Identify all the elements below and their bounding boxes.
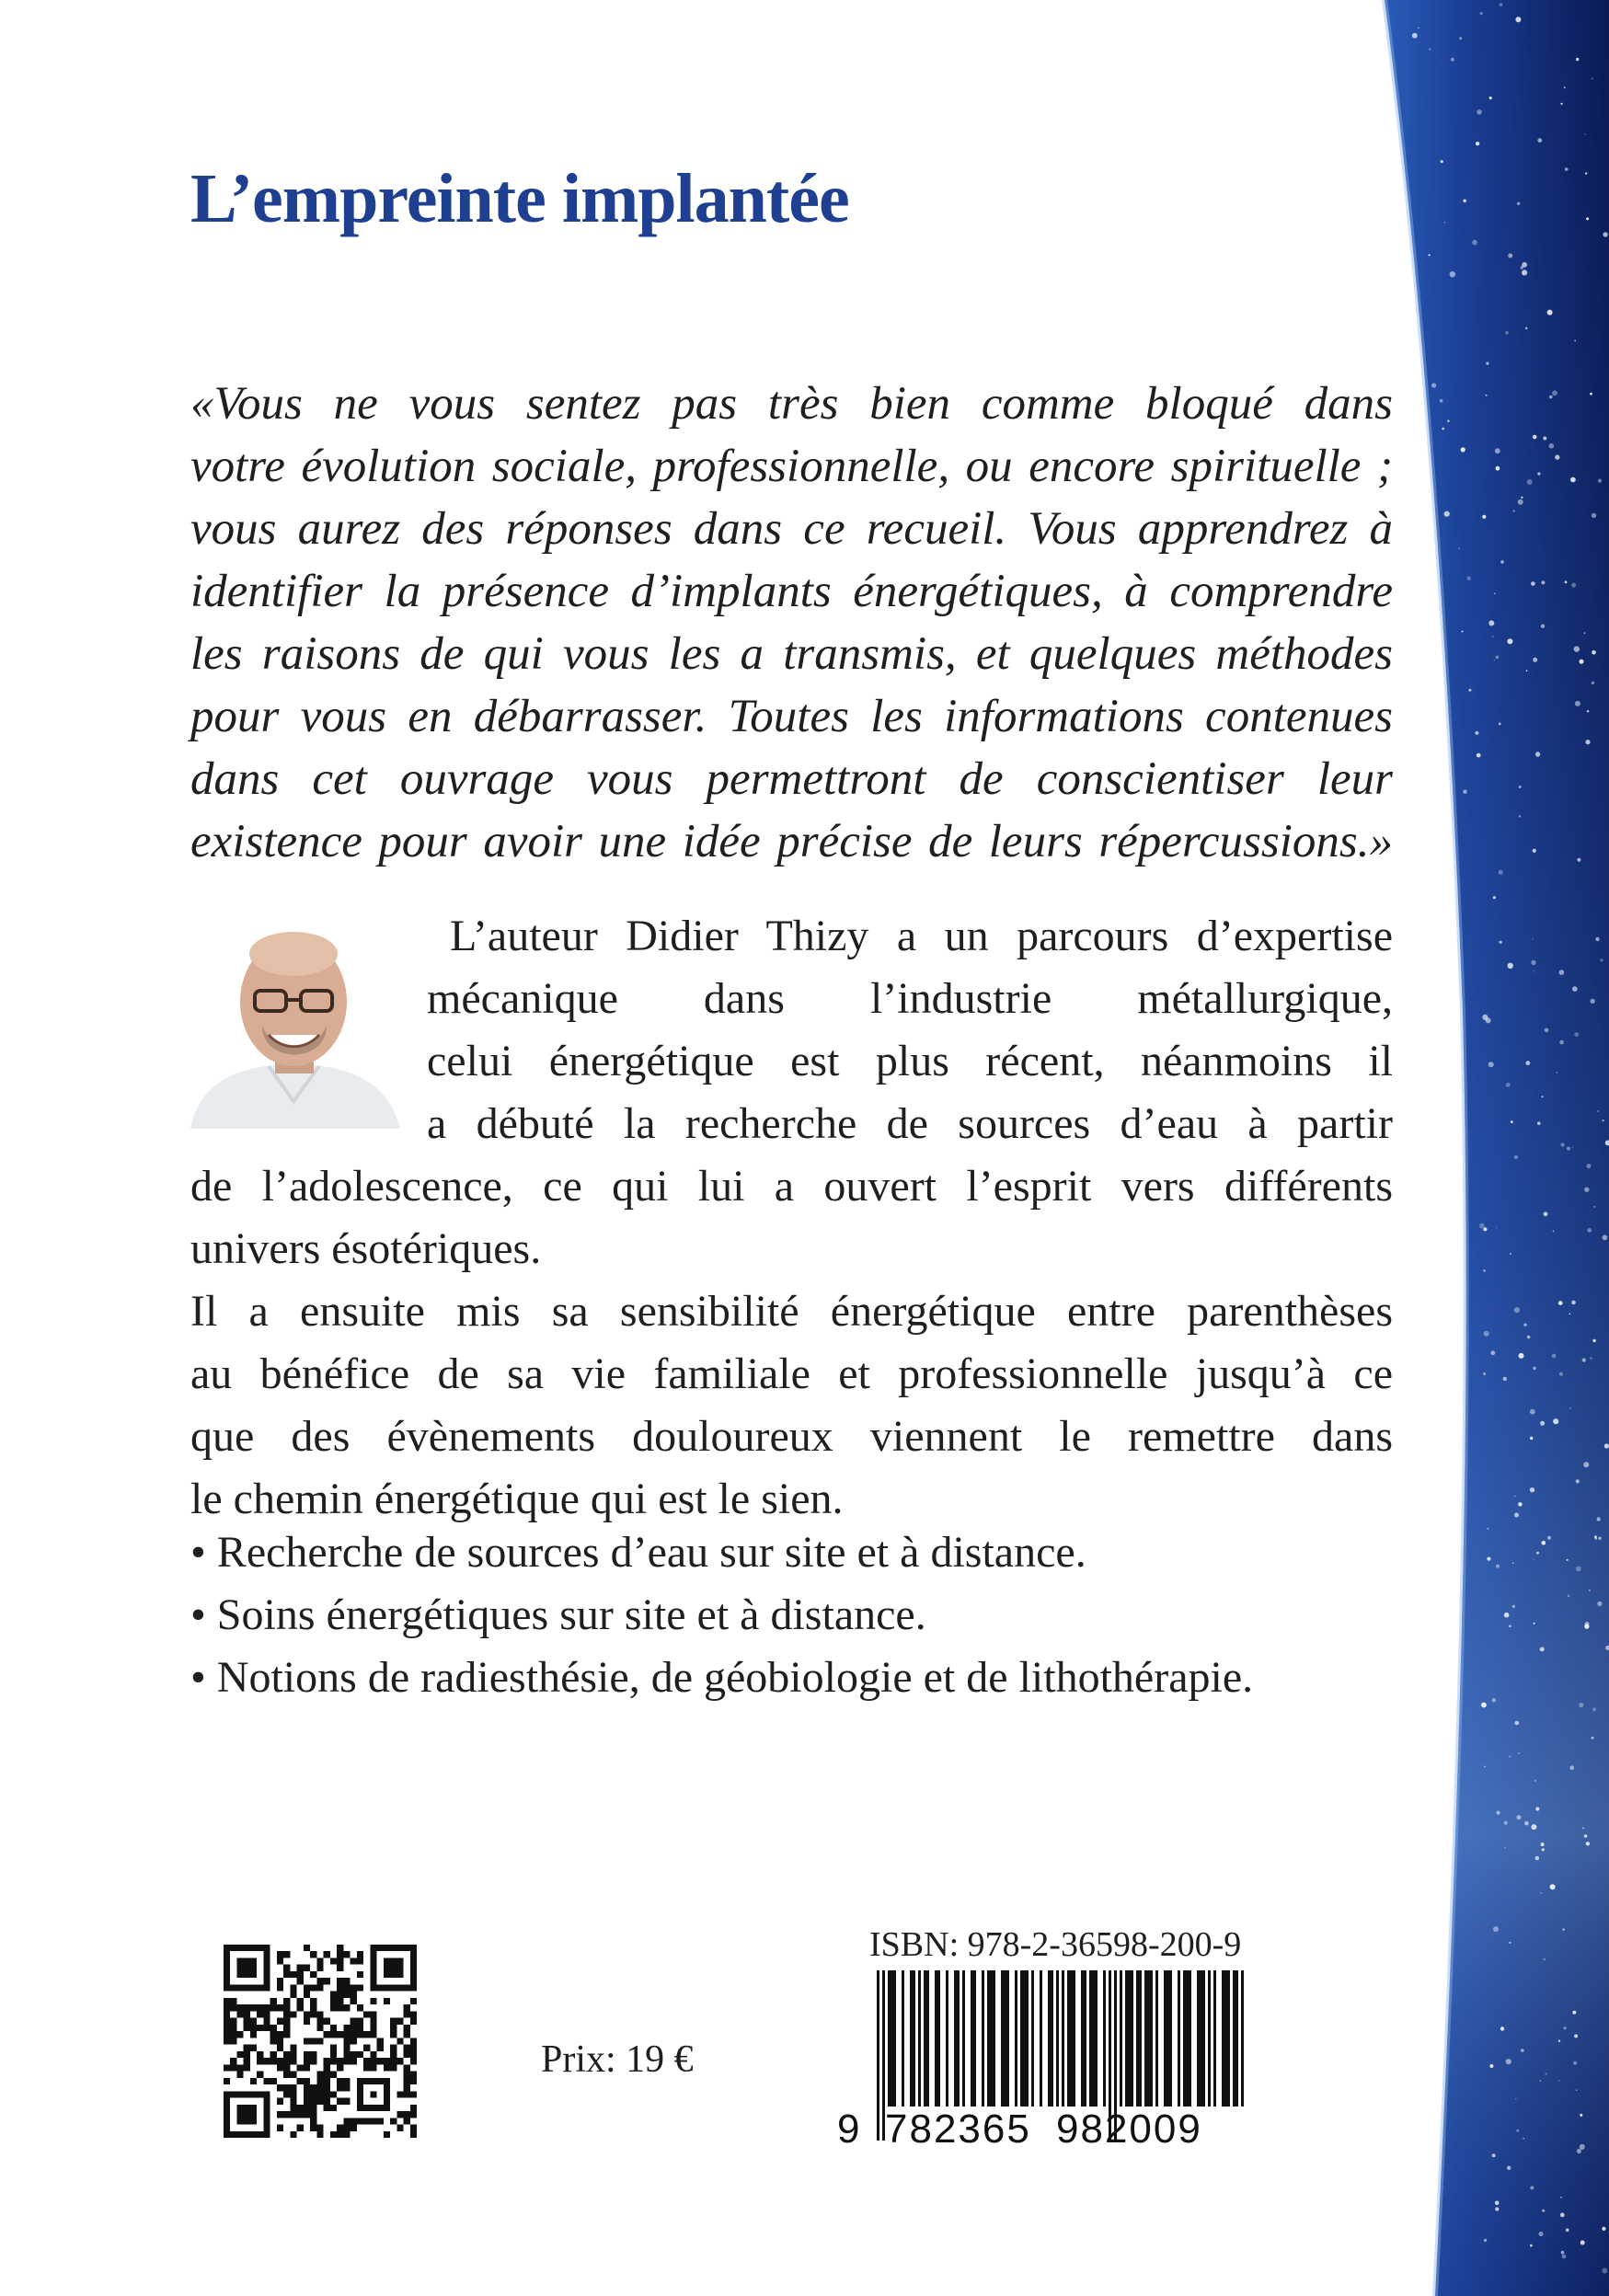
star	[1534, 1623, 1535, 1624]
star	[1518, 1502, 1522, 1506]
star	[1567, 1147, 1570, 1151]
star	[1517, 1815, 1522, 1820]
star	[1600, 959, 1603, 961]
star	[1592, 1737, 1594, 1739]
star	[1569, 1314, 1571, 1315]
star	[1603, 1235, 1608, 1241]
list-item: • Notions de radiesthésie, de géobiologie et de lithothérapie.	[190, 1653, 1254, 1702]
star	[1592, 650, 1596, 655]
star	[1500, 560, 1504, 564]
star	[1584, 632, 1586, 634]
star	[1572, 1147, 1573, 1148]
star	[1472, 240, 1477, 246]
star	[1533, 938, 1534, 939]
star	[1545, 1028, 1549, 1033]
star	[1484, 1766, 1486, 1768]
star	[1444, 511, 1450, 517]
star	[1530, 2244, 1533, 2247]
star	[1499, 723, 1501, 726]
star	[1593, 1206, 1595, 1208]
star	[1542, 2210, 1545, 2212]
star	[1492, 2153, 1496, 2157]
star	[1560, 1142, 1564, 1146]
star	[1493, 896, 1496, 899]
star	[1519, 786, 1522, 788]
star	[1463, 200, 1466, 203]
star	[1495, 2207, 1499, 2210]
star	[1504, 1821, 1508, 1825]
star	[1538, 2232, 1543, 2236]
star	[1496, 656, 1499, 659]
star	[1592, 682, 1595, 685]
star	[1576, 1567, 1581, 1572]
star	[1587, 1164, 1592, 1168]
star	[1568, 1595, 1570, 1598]
star	[1487, 1528, 1488, 1530]
star	[1602, 2268, 1607, 2274]
star	[1462, 631, 1464, 633]
star	[1590, 1357, 1592, 1360]
star	[1483, 1227, 1487, 1231]
star	[1580, 2241, 1585, 2245]
star	[1603, 1119, 1604, 1121]
star	[1559, 970, 1565, 975]
star	[1505, 331, 1509, 335]
star	[1496, 466, 1500, 471]
star	[1595, 937, 1599, 941]
star	[1530, 1487, 1534, 1492]
star	[1526, 670, 1528, 672]
star	[1522, 262, 1527, 268]
star	[1412, 33, 1418, 39]
star	[1570, 1407, 1571, 1408]
star	[1559, 1372, 1563, 1376]
star	[1561, 2251, 1565, 2255]
star	[1463, 790, 1466, 794]
star	[1480, 12, 1483, 15]
star	[1524, 1821, 1529, 1826]
star	[1521, 497, 1523, 499]
star	[1587, 710, 1589, 712]
star	[1441, 160, 1443, 163]
star	[1567, 1559, 1569, 1561]
star	[1547, 1536, 1551, 1540]
star	[1429, 254, 1431, 256]
star	[1495, 448, 1500, 453]
star	[1519, 1353, 1524, 1359]
star	[1586, 217, 1589, 220]
star	[1518, 1752, 1520, 1754]
star	[1525, 327, 1528, 329]
star	[1592, 78, 1593, 80]
star	[1442, 428, 1444, 430]
star	[1488, 1062, 1494, 1067]
star	[1530, 2186, 1534, 2189]
star	[1597, 1517, 1601, 1521]
star	[1570, 477, 1576, 483]
star	[1569, 1765, 1574, 1770]
star	[1595, 1537, 1598, 1540]
book-title: L’empreinte implantée	[190, 160, 849, 237]
star	[1552, 390, 1557, 396]
star	[1598, 1110, 1599, 1111]
star	[1585, 133, 1586, 134]
star	[1542, 1096, 1544, 1097]
star	[1598, 1537, 1601, 1540]
star	[1547, 310, 1553, 316]
star	[1500, 941, 1502, 944]
star	[1565, 580, 1568, 583]
star	[1584, 1188, 1589, 1192]
star	[1590, 393, 1592, 396]
star	[1515, 1721, 1520, 1726]
star	[1586, 1842, 1590, 1845]
star	[1507, 638, 1512, 644]
star	[1483, 1372, 1486, 1375]
star	[1507, 2166, 1511, 2171]
star	[1484, 2239, 1487, 2242]
quote-line: dans cet ouvrage vous permettront de conscientiser leur	[190, 753, 1393, 805]
star	[1566, 2229, 1569, 2233]
star	[1492, 1698, 1496, 1702]
star	[1575, 701, 1580, 706]
star	[1512, 1563, 1514, 1565]
star	[1585, 172, 1587, 174]
star	[1572, 2011, 1576, 2015]
star	[1549, 396, 1553, 399]
author-line: univers ésotériques.	[190, 1224, 542, 1273]
star	[1571, 583, 1576, 588]
star	[1496, 1811, 1500, 1815]
star	[1545, 2072, 1546, 2074]
star	[1506, 2059, 1511, 2064]
star	[1477, 753, 1481, 758]
star	[1553, 1418, 1558, 1424]
star	[1509, 1756, 1511, 1758]
barcode-first-digit: 9	[837, 2107, 860, 2152]
star	[1582, 1827, 1584, 1829]
star	[1468, 689, 1471, 692]
star	[1475, 731, 1478, 735]
star	[1500, 3, 1503, 6]
author-line: L’auteur Didier Thizy a un parcours d’expertise	[450, 912, 1393, 960]
star	[1477, 109, 1482, 115]
star	[1496, 1565, 1500, 1568]
star	[1486, 362, 1488, 365]
list-item: • Soins énergétiques sur site et à distance.	[190, 1590, 926, 1639]
star	[1504, 1613, 1510, 1618]
star	[1577, 858, 1580, 862]
star	[1517, 202, 1520, 205]
bio-line: Il a ensuite mis sa sensibilité énergétique entre parenthèses	[190, 1287, 1393, 1336]
star	[1482, 1015, 1488, 1020]
star	[1531, 1824, 1536, 1830]
star	[1571, 1301, 1576, 1305]
star	[1429, 48, 1431, 50]
star	[1559, 1040, 1564, 1045]
star	[1560, 2213, 1565, 2218]
star	[1533, 658, 1537, 662]
star	[1525, 1061, 1530, 1065]
star	[1540, 1647, 1545, 1651]
star	[1549, 443, 1555, 449]
star	[1565, 167, 1569, 171]
star	[1591, 999, 1595, 1004]
star	[1487, 1557, 1490, 1561]
star	[1516, 2130, 1519, 2132]
star	[1558, 2080, 1559, 2081]
star	[1541, 580, 1545, 584]
star	[1479, 1223, 1485, 1229]
star	[1494, 592, 1496, 594]
star	[1527, 1336, 1531, 1339]
star	[1519, 815, 1521, 817]
bio-line: au bénéfice de sa vie familiale et professionnelle jusqu’à ce	[190, 1349, 1393, 1398]
star	[1597, 1601, 1602, 1606]
star	[1541, 1843, 1545, 1846]
star	[1541, 625, 1545, 628]
star	[1534, 1780, 1535, 1781]
star	[1580, 660, 1584, 664]
star	[1440, 399, 1443, 403]
star	[1576, 2090, 1577, 2091]
star	[1495, 2201, 1500, 2206]
star	[1523, 1324, 1526, 1326]
quote-line: «Vous ne vous sentez pas très bien comme bloqué dans	[190, 378, 1393, 430]
star	[1533, 849, 1536, 853]
star	[1583, 1462, 1589, 1467]
star	[1577, 2149, 1581, 2153]
star	[1535, 752, 1540, 756]
author-line: celui énergétique est plus récent, néanmoins il	[427, 1037, 1393, 1085]
star	[1506, 1083, 1511, 1087]
price: Prix: 19 €	[541, 2038, 694, 2081]
star	[1580, 2144, 1585, 2150]
star	[1512, 1605, 1515, 1608]
star	[1562, 2255, 1567, 2259]
star	[1515, 17, 1521, 22]
star	[1562, 1928, 1564, 1930]
star	[1489, 97, 1492, 99]
author-line: mécanique dans l’industrie métallurgique,	[427, 974, 1393, 1023]
star	[1509, 1625, 1511, 1628]
star	[1553, 1231, 1555, 1233]
quote-line: pour vous en débarrasser. Toutes les informations contenues	[190, 691, 1393, 742]
star	[1531, 960, 1535, 965]
star	[1476, 142, 1479, 145]
star	[1533, 970, 1534, 972]
star	[1488, 620, 1494, 626]
star	[1542, 1541, 1546, 1545]
star	[1603, 232, 1607, 236]
star	[1537, 138, 1542, 143]
star	[1552, 1354, 1557, 1359]
star	[1574, 2034, 1578, 2038]
star	[1560, 2197, 1562, 2198]
star	[1533, 435, 1537, 440]
star	[1584, 1624, 1589, 1628]
star	[1459, 37, 1462, 40]
star	[1461, 447, 1465, 452]
star	[1527, 479, 1533, 485]
star	[1564, 2026, 1567, 2029]
star	[1543, 1958, 1546, 1961]
star	[1535, 1807, 1539, 1810]
star	[1536, 1552, 1539, 1555]
star	[1490, 1350, 1495, 1355]
star	[1499, 870, 1503, 875]
star	[1573, 2061, 1577, 2065]
star	[1531, 581, 1535, 586]
star	[1500, 2026, 1504, 2030]
star	[1592, 1339, 1595, 1342]
star	[1458, 548, 1460, 550]
star	[1579, 1703, 1583, 1707]
star	[1537, 1121, 1541, 1125]
star	[1444, 222, 1446, 224]
star	[1543, 437, 1546, 441]
star	[1515, 2098, 1517, 2100]
star	[1510, 1253, 1511, 1255]
star	[1540, 1892, 1541, 1893]
star	[1537, 472, 1540, 475]
author-line: a débuté la recherche de sources d’eau à partir	[427, 1099, 1393, 1148]
star	[1574, 340, 1576, 342]
star	[1550, 1884, 1556, 1889]
list-item: • Recherche de sources d’eau sur site et à distance.	[190, 1528, 1086, 1577]
star	[1522, 270, 1527, 275]
star	[1580, 2114, 1582, 2117]
star	[1560, 103, 1562, 105]
star	[1483, 1269, 1486, 1272]
star	[1587, 1228, 1592, 1233]
star	[1540, 2081, 1541, 2082]
star	[1592, 1707, 1596, 1711]
star	[1521, 2049, 1524, 2052]
star	[1489, 2064, 1493, 2068]
author-photo	[181, 917, 407, 1129]
star	[1418, 28, 1419, 29]
star	[1574, 646, 1580, 651]
star	[1466, 576, 1471, 580]
star	[1530, 1409, 1535, 1415]
star	[1513, 510, 1515, 511]
barcode-left-group: 782365	[885, 2107, 1031, 2152]
star	[1514, 1307, 1520, 1313]
star	[1535, 1856, 1540, 1861]
star	[1496, 1227, 1497, 1228]
star	[1530, 1437, 1533, 1440]
quote-line: identifier la présence d’implants énergétiques, à comprendre	[190, 566, 1393, 617]
star	[1572, 986, 1578, 992]
star	[1540, 1421, 1545, 1426]
star	[1518, 499, 1523, 505]
star	[1585, 740, 1590, 744]
quote-line: votre évolution sociale, professionnelle, ou encore spirituelle ;	[190, 441, 1393, 492]
star	[1511, 1120, 1513, 1123]
qr-code[interactable]	[224, 1945, 417, 2138]
star	[1451, 58, 1454, 62]
star	[1482, 515, 1486, 519]
star	[1584, 1834, 1588, 1838]
star	[1576, 58, 1579, 61]
star	[1555, 454, 1559, 459]
quote-line: existence pour avoir une idée précise de leurs répercussions.»	[190, 816, 1393, 867]
star	[1592, 513, 1596, 518]
star	[1514, 1513, 1519, 1518]
star	[1431, 383, 1436, 387]
star	[1589, 1590, 1591, 1591]
star	[1523, 2138, 1524, 2139]
star	[1604, 1443, 1609, 1448]
author-line: de l’adolescence, ce qui lui a ouvert l’esprit vers différents	[190, 1162, 1393, 1211]
star	[1582, 1359, 1586, 1362]
isbn-number: ISBN: 978-2-36598-200-9	[869, 1925, 1242, 1964]
star	[1533, 1367, 1535, 1370]
bio-line: le chemin énergétique qui est le sien.	[190, 1475, 844, 1523]
star	[1447, 419, 1450, 422]
star	[1508, 253, 1512, 258]
star	[1514, 1155, 1518, 1159]
star	[1492, 636, 1494, 637]
star	[1505, 1847, 1507, 1849]
star	[1508, 963, 1513, 969]
star	[1514, 1496, 1516, 1498]
star	[1576, 1479, 1580, 1483]
star	[1486, 395, 1488, 396]
star	[1564, 86, 1566, 88]
star	[1481, 1703, 1487, 1708]
star	[1450, 271, 1455, 277]
star	[1484, 1331, 1489, 1337]
star	[1558, 2040, 1560, 2042]
star	[1542, 1848, 1545, 1851]
barcode-right-group: 982009	[1056, 2107, 1202, 2152]
star	[1493, 1926, 1499, 1932]
star	[1602, 2227, 1605, 2231]
star	[1558, 1301, 1563, 1305]
star	[1503, 1377, 1507, 1381]
star	[1574, 1032, 1579, 1037]
quote-line: vous aurez des réponses dans ce recueil. Vous apprendrez à	[190, 503, 1393, 555]
bio-line: que des évènements douloureux viennent le remettre dans	[190, 1412, 1393, 1461]
star	[1598, 479, 1602, 483]
quote-line: les raisons de qui vous les a transmis, et quelques méthodes	[190, 628, 1393, 680]
star	[1509, 1942, 1511, 1944]
star	[1544, 1211, 1548, 1216]
